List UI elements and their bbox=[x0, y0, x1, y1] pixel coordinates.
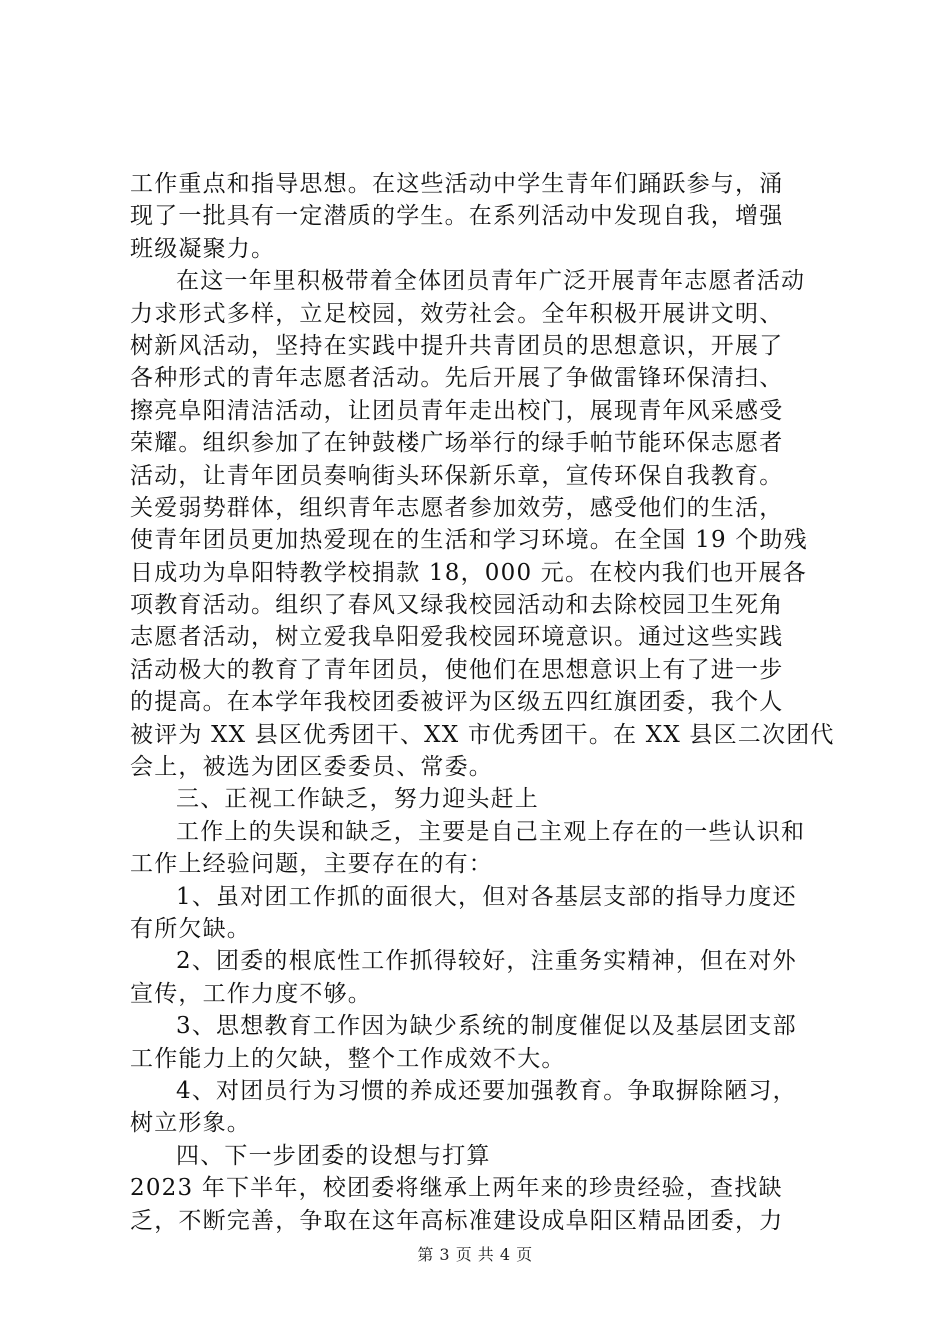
text-line: 的提高。在本学年我校团委被评为区级五四红旗团委，我个人 bbox=[130, 689, 784, 716]
text-line: 使青年团员更加热爱现在的生活和学习环境。在全国 19 个助残 bbox=[130, 527, 808, 554]
list-item: 4、对团员行为习惯的养成还要加强教育。争取摒除陋习， bbox=[176, 1077, 797, 1104]
text-line: 力求形式多样，立足校园，效劳社会。全年积极开展讲文明、 bbox=[130, 300, 784, 327]
text-line: 2023 年下半年，校团委将继承上两年来的珍贵经验，查找缺 bbox=[130, 1175, 783, 1202]
text-line: 项教育活动。组织了春风又绿我校园活动和去除校园卫生死角 bbox=[130, 592, 784, 619]
section-heading: 三、正视工作缺乏，努力迎头赶上 bbox=[176, 786, 539, 813]
list-item: 3、思想教育工作因为缺少系统的制度催促以及基层团支部 bbox=[176, 1013, 797, 1040]
list-item-continuation: 宣传，工作力度不够。 bbox=[130, 980, 372, 1007]
text-line: 会上，被选为团区委委员、常委。 bbox=[130, 754, 493, 781]
text-line: 日成功为阜阳特教学校捐款 18，000 元。在校内我们也开展各 bbox=[130, 559, 807, 586]
text-line: 现了一批具有一定潜质的学生。在系列活动中发现自我，增强 bbox=[130, 203, 784, 230]
text-line: 工作上的失误和缺乏，主要是自己主观上存在的一些认识和 bbox=[176, 818, 806, 845]
list-item: 2、团委的根底性工作抓得较好，注重务实精神，但在对外 bbox=[176, 948, 797, 975]
list-item-continuation: 树立形象。 bbox=[130, 1110, 251, 1137]
text-line: 志愿者活动，树立爱我阜阳爱我校园环境意识。通过这些实践 bbox=[130, 624, 784, 651]
text-line: 活动，让青年团员奏响街头环保新乐章，宣传环保自我教育。 bbox=[130, 462, 784, 489]
text-line: 被评为 XX 县区优秀团干、XX 市优秀团干。在 XX 县区二次团代 bbox=[130, 721, 835, 748]
text-line: 工作重点和指导思想。在这些活动中学生青年们踊跃参与，涌 bbox=[130, 171, 784, 197]
text-line: 班级凝聚力。 bbox=[130, 235, 276, 262]
text-line: 在这一年里积极带着全体团员青年广泛开展青年志愿者活动 bbox=[176, 268, 806, 295]
text-line: 关爱弱势群体，组织青年志愿者参加效劳，感受他们的生活， bbox=[130, 494, 784, 521]
list-item-continuation: 有所欠缺。 bbox=[130, 915, 251, 942]
text-line: 乏，不断完善，争取在这年高标准建设成阜阳区精品团委，力 bbox=[130, 1207, 784, 1234]
text-line: 荣耀。组织参加了在钟鼓楼广场举行的绿手帕节能环保志愿者 bbox=[130, 430, 784, 457]
section-heading: 四、下一步团委的设想与打算 bbox=[176, 1142, 491, 1169]
body-text bbox=[130, 168, 835, 1237]
list-item-continuation: 工作能力上的欠缺，整个工作成效不大。 bbox=[130, 1045, 566, 1072]
text-line: 擦亮阜阳清洁活动，让团员青年走出校门，展现青年风采感受 bbox=[130, 397, 784, 424]
text-line: 各种形式的青年志愿者活动。先后开展了争做雷锋环保清扫、 bbox=[130, 365, 784, 392]
page-number-footer: 第 3 页 共 4 页 bbox=[417, 1245, 533, 1264]
list-item: 1、虽对团工作抓的面很大，但对各基层支部的指导力度还 bbox=[176, 883, 797, 910]
text-line: 工作上经验问题，主要存在的有： bbox=[130, 851, 493, 878]
text-line: 活动极大的教育了青年团员，使他们在思想意识上有了进一步 bbox=[130, 656, 784, 683]
text-line: 树新风活动，坚持在实践中提升共青团员的思想意识，开展了 bbox=[130, 332, 784, 359]
